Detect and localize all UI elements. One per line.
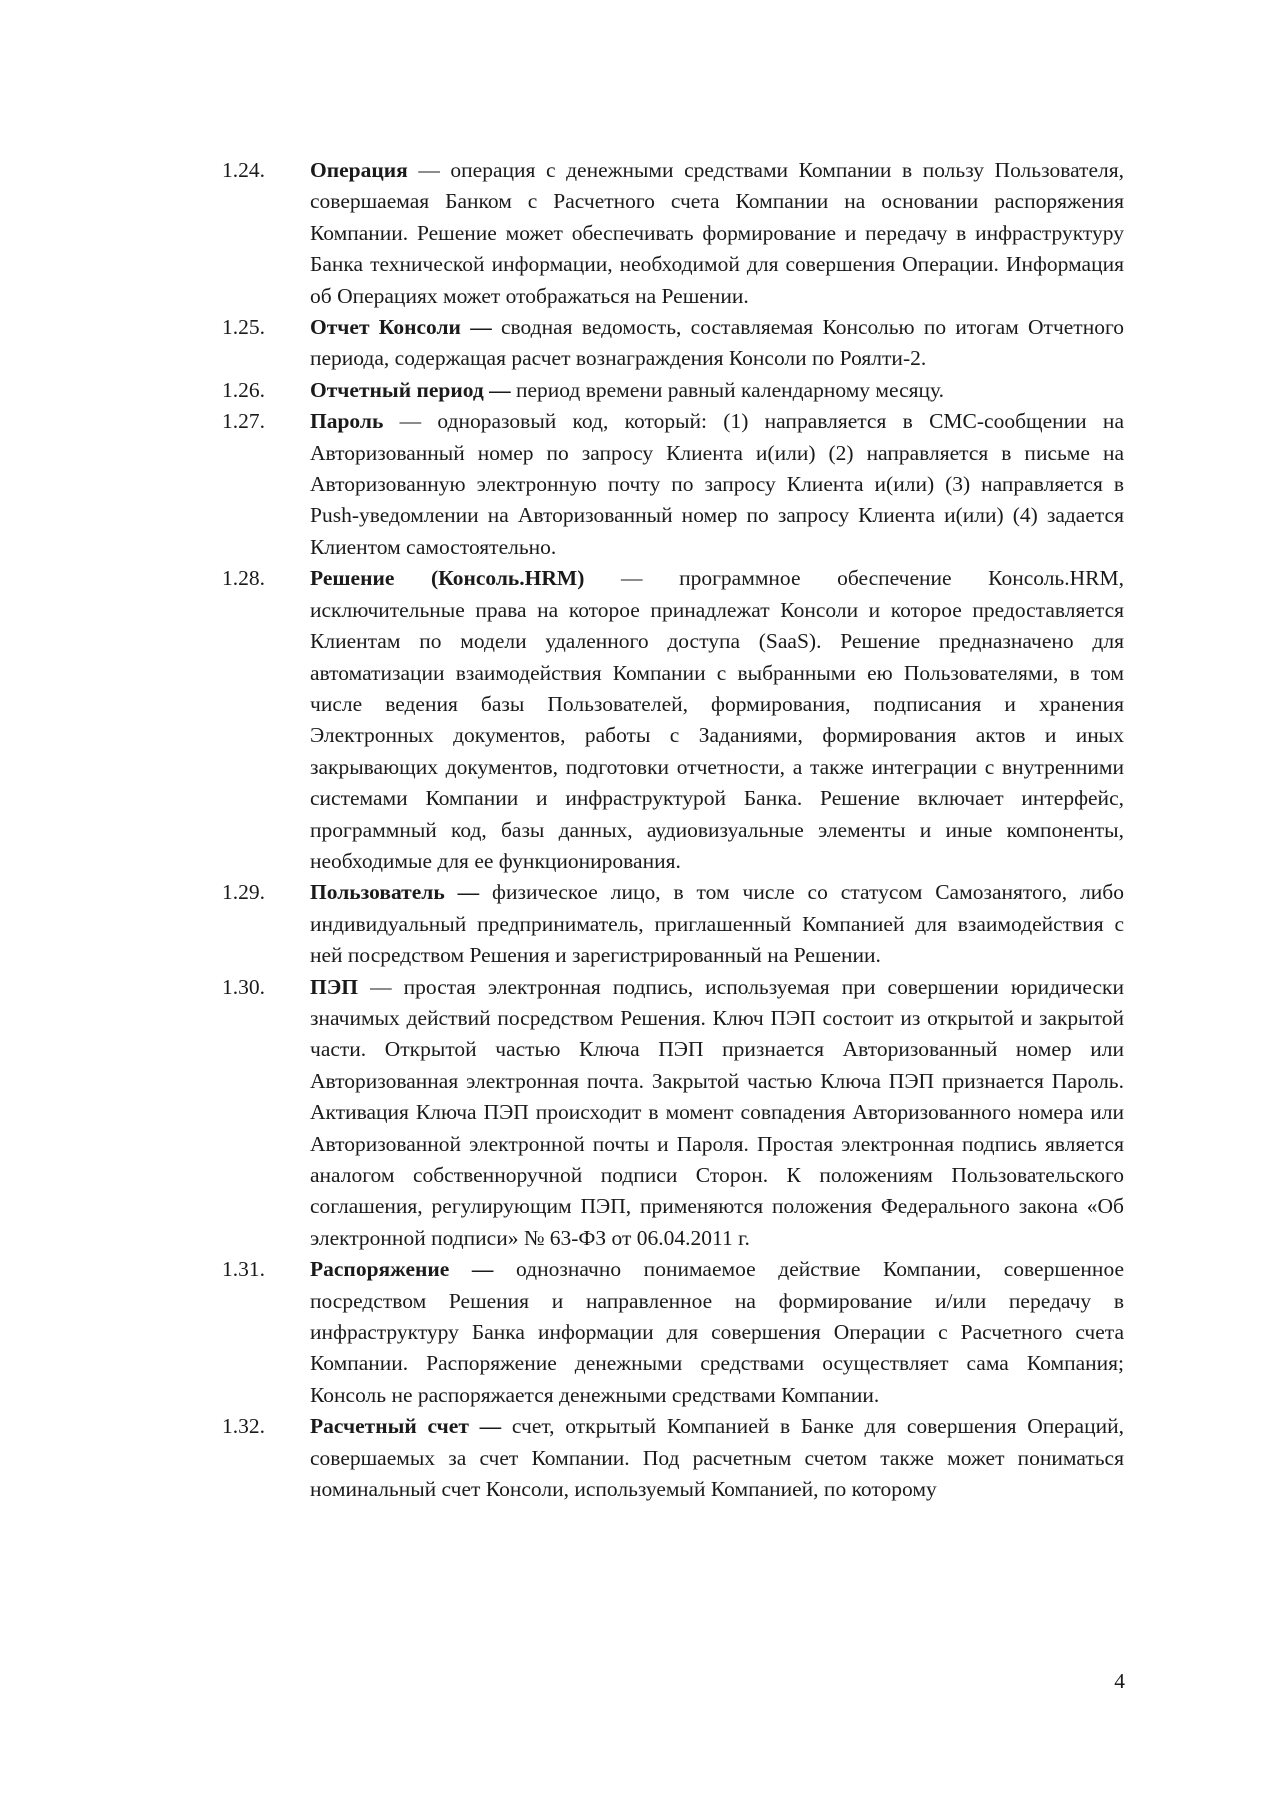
definition-text <box>310 877 1124 971</box>
definition-item-1-25 <box>222 312 1124 375</box>
definition-description: период времени равный календарному месяцу. <box>510 377 945 402</box>
definition-item-1-29 <box>222 877 1124 971</box>
definition-description: однозначно понимаемое действие Компании, совершенное посредством Решения и направленное на формирование и/или передачу в инфраструктуру Банка информации для совершения Операции с Расчетного счета Компании. Распоряжение денежными средствами осуществляет сама Компания; Консоль не распоряжается денежными средствами Компании. <box>310 1257 1124 1407</box>
definition-term: Отчетный период — <box>310 377 511 402</box>
item-number: 1.28. <box>222 566 265 591</box>
definition-text <box>310 563 1124 877</box>
item-number: 1.27. <box>222 409 265 434</box>
definition-item-1-24 <box>222 155 1124 312</box>
definition-text <box>310 155 1124 312</box>
item-number: 1.26. <box>222 377 265 402</box>
definition-description: — простая электронная подпись, используемая при совершении юридически значимых действий посредством Решения. Ключ ПЭП состоит из открытой и закрытой части. Открытой частью Ключа ПЭП признается Авторизованный номер или Авторизованная электронная почта. Закрытой частью Ключа ПЭП признается Пароль. Активация Ключа ПЭП происходит в момент совпадения Авторизованного номера или Авторизованной электронной почты и Пароля. Простая электронная подпись является аналогом собственноручной подписи Сторон. К положениям Пользовательского соглашения, регулирующим ПЭП, применяются положения Федерального закона «Об электронной подписи» № 63-ФЗ от 06.04.2011 г. <box>310 974 1124 1250</box>
definition-term: Расчетный счет — <box>310 1414 502 1439</box>
definition-item-1-31 <box>222 1254 1124 1411</box>
definition-term: Решение (Консоль.HRM) <box>310 566 585 591</box>
definition-term: Операция <box>310 158 408 182</box>
definition-description: физическое лицо, в том числе со статусом Самозанятого, либо индивидуальный предприниматель, приглашенный Компанией для взаимодействия с ней посредством Решения и зарегистрированный на Решении. <box>310 880 1124 968</box>
definition-description: — одноразовый код, который: (1) направляется в СМС-сообщении на Авторизованный номер по запросу Клиента и(или) (2) направляется в письме на Авторизованную электронную почту по запросу Клиента и(или) (3) направляется в Push-уведомлении на Авторизованный номер по запросу Клиента и(или) (4) задается Клиентом самостоятельно. <box>310 409 1124 559</box>
definition-description: сводная ведомость, составляемая Консолью по итогам Отчетного периода, содержащая расчет вознаграждения Консоли по Роялти-2. <box>310 315 1124 371</box>
item-number: 1.32. <box>222 1414 265 1439</box>
definition-item-1-28 <box>222 563 1124 877</box>
definition-item-1-27 <box>222 406 1124 563</box>
definition-item-1-26 <box>222 375 1124 406</box>
definition-description: счет, открытый Компанией в Банке для совершения Операций, совершаемых за счет Компании. Под расчетным счетом также может пониматься номинальный счет Консоли, используемый Компанией, по которому <box>310 1414 1124 1502</box>
definition-term: ПЭП <box>310 974 359 999</box>
definition-text <box>310 375 1124 406</box>
definition-term: Пароль <box>310 409 384 434</box>
definitions-list <box>222 155 1124 1505</box>
item-number: 1.24. <box>222 158 265 182</box>
item-number: 1.29. <box>222 880 265 905</box>
item-number: 1.25. <box>222 315 265 340</box>
item-number: 1.30. <box>222 974 265 999</box>
page-number: 4 <box>1114 1669 1125 1693</box>
definition-description: — программное обеспечение Консоль.HRM, исключительные права на которое принадлежат Консоли и которое предоставляется Клиентам по модели удаленного доступа (SaaS). Решение предназначено для автоматизации взаимодействия Компании с выбранными ею Пользователями, в том числе ведения базы Пользователей, формирования, подписания и хранения Электронных документов, работы с Заданиями, формирования актов и иных закрывающих документов, подготовки отчетности, а также интеграции с внутренними системами Компании и инфраструктурой Банка. Решение включает интерфейс, программный код, базы данных, аудиовизуальные элементы и иные компоненты, необходимые для ее функционирования. <box>310 566 1124 873</box>
definition-text <box>310 312 1124 375</box>
definition-term: Отчет Консоли — <box>310 315 492 340</box>
definition-text <box>310 1254 1124 1411</box>
definition-term: Распоряжение — <box>310 1257 494 1282</box>
definition-description: — операция с денежными средствами Компании в пользу Пользователя, совершаемая Банком с Расчетного счета Компании на основании распоряжения Компании. Решение может обеспечивать формирование и передачу в инфраструктуру Банка технической информации, необходимой для совершения Операции. Информация об Операциях может отображаться на Решении. <box>310 158 1124 308</box>
definition-item-1-32 <box>222 1411 1124 1505</box>
definition-text <box>310 972 1124 1255</box>
definition-item-1-30 <box>222 972 1124 1255</box>
item-number: 1.31. <box>222 1257 265 1282</box>
definition-text <box>310 1411 1124 1505</box>
definition-term: Пользователь — <box>310 880 480 905</box>
definition-text <box>310 406 1124 563</box>
